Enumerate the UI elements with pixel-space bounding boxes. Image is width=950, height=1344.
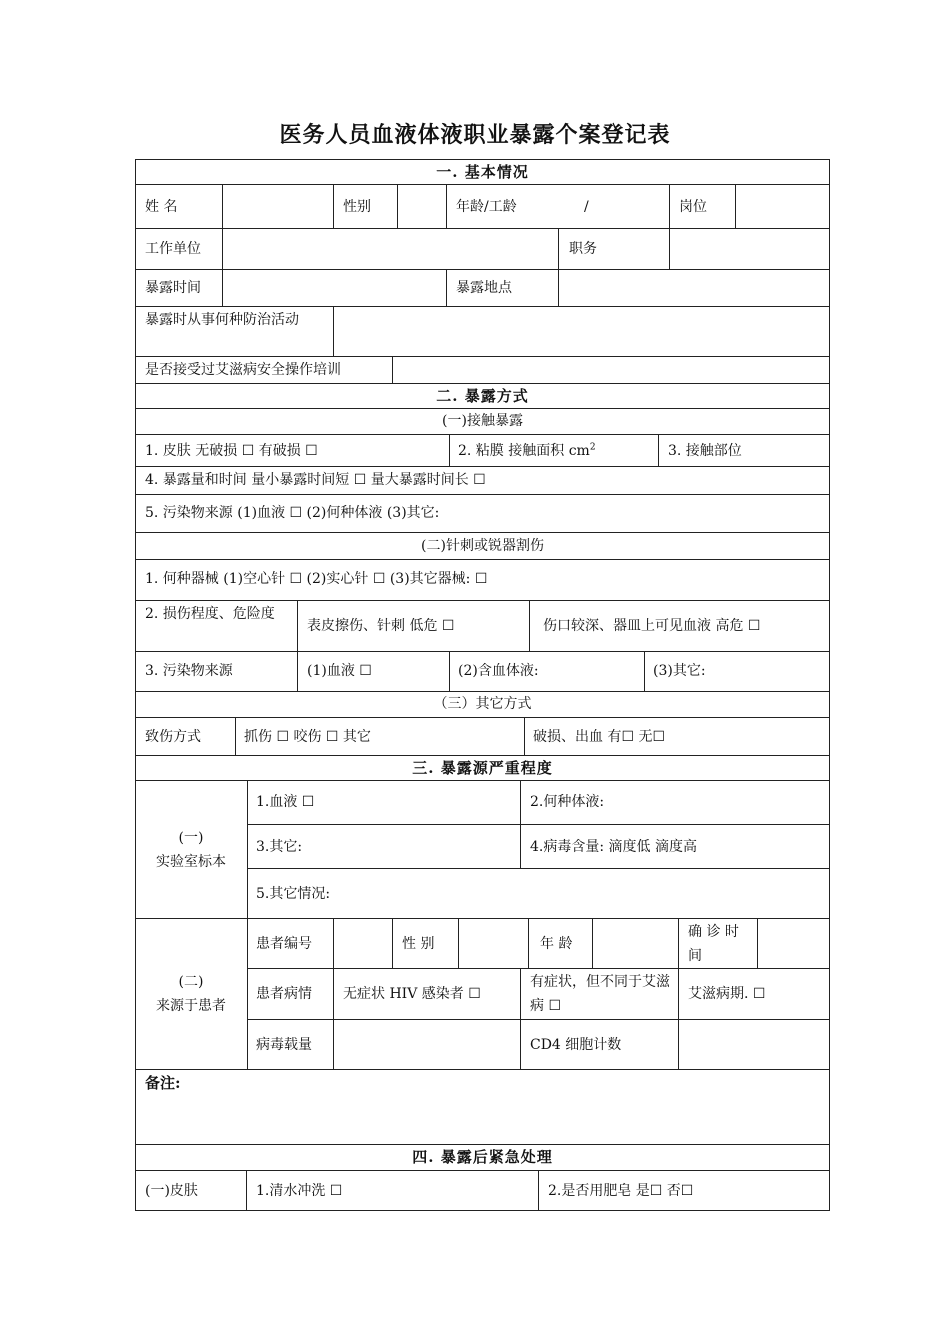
emergency-skin-label: (一)皮肤 bbox=[145, 1183, 198, 1199]
patient-viral-load-label: 病毒载量 bbox=[256, 1037, 312, 1053]
remarks-label: 备注: bbox=[145, 1074, 181, 1092]
unit-label: 工作单位 bbox=[145, 241, 201, 257]
injury-mode-label: 致伤方式 bbox=[145, 729, 201, 745]
contact-amount: 4. 暴露量和时间 量小暴露时间短 ☐ 量大暴露时间长 ☐ bbox=[145, 472, 486, 488]
emergency-water-wash: 1.清水冲洗 ☐ bbox=[256, 1183, 343, 1199]
lab-group-label: 实验室标本 bbox=[156, 854, 226, 870]
gender-label: 性别 bbox=[343, 199, 371, 215]
sharp-device: 1. 何种器械 (1)空心针 ☐ (2)实心针 ☐ (3)其它器械: ☐ bbox=[145, 571, 488, 587]
patient-age-label: 年 龄 bbox=[540, 936, 573, 952]
subsection-other-mode: （三）其它方式 bbox=[433, 696, 532, 712]
patient-gender-label: 性 别 bbox=[402, 936, 435, 952]
lab-group-number: (一) bbox=[178, 830, 204, 846]
exposure-time-label: 暴露时间 bbox=[145, 280, 201, 296]
sharp-source-label: 3. 污染物来源 bbox=[145, 663, 233, 679]
sharp-high-risk: 伤口较深、器皿上可见血液 高危 ☐ bbox=[543, 618, 761, 634]
post-label: 岗位 bbox=[679, 199, 707, 215]
lab-blood: 1.血液 ☐ bbox=[256, 794, 315, 810]
section-exposure-mode: 二. 暴露方式 bbox=[436, 387, 529, 405]
contact-site: 3. 接触部位 bbox=[668, 443, 742, 459]
injury-mode-options: 抓伤 ☐ 咬伤 ☐ 其它 bbox=[244, 729, 371, 745]
lab-other: 3.其它: bbox=[256, 839, 303, 855]
contact-mucosa: 2. 粘膜 接触面积 $cm^2$ bbox=[458, 442, 596, 459]
duty-label: 职务 bbox=[569, 241, 597, 257]
patient-condition-label: 患者病情 bbox=[256, 986, 312, 1002]
patient-asymptomatic: 无症状 HIV 感染者 ☐ bbox=[343, 986, 481, 1002]
patient-diagnosis-time-label: 确 诊 时 间 bbox=[688, 924, 739, 964]
sharp-source-fluid: (2)含血体液: bbox=[458, 663, 539, 679]
sharp-source-blood: (1)血液 ☐ bbox=[307, 663, 372, 679]
subsection-contact: (一)接触暴露 bbox=[442, 413, 523, 429]
emergency-soap: 2.是否用肥皂 是☐ 否☐ bbox=[548, 1183, 694, 1199]
lab-virus-titer: 4.病毒含量: 滴度低 滴度高 bbox=[530, 839, 697, 855]
patient-symptomatic: 有症状，但不同于艾滋病 ☐ bbox=[530, 974, 670, 1014]
section-basic-info: 一. 基本情况 bbox=[436, 163, 529, 181]
contact-source: 5. 污染物来源 (1)血液 ☐ (2)何种体液 (3)其它: bbox=[145, 505, 440, 521]
age-separator: / bbox=[584, 199, 589, 215]
age-label: 年龄/工龄 bbox=[456, 199, 517, 215]
patient-aids-stage: 艾滋病期. ☐ bbox=[688, 986, 766, 1002]
training-label: 是否接受过艾滋病安全操作培训 bbox=[145, 362, 341, 378]
sharp-degree-label: 2. 损伤程度、危险度 bbox=[145, 606, 275, 622]
patient-group-number: (二) bbox=[178, 974, 204, 990]
sharp-source-other: (3)其它: bbox=[653, 663, 706, 679]
lab-other-info: 5.其它情况: bbox=[256, 886, 331, 902]
lab-fluid: 2.何种体液: bbox=[530, 794, 605, 810]
contact-skin: 1. 皮肤 无破损 ☐ 有破损 ☐ bbox=[145, 443, 318, 459]
subsection-sharp: (二)针刺或锐器割伤 bbox=[421, 538, 544, 554]
patient-id-label: 患者编号 bbox=[256, 936, 312, 952]
sharp-low-risk: 表皮擦伤、针刺 低危 ☐ bbox=[307, 618, 455, 634]
section-emergency: 四. 暴露后紧急处理 bbox=[412, 1148, 553, 1166]
injury-bleeding: 破损、出血 有☐ 无☐ bbox=[533, 729, 666, 745]
exposure-place-label: 暴露地点 bbox=[456, 280, 512, 296]
form-title: 医务人员血液体液职业暴露个案登记表 bbox=[279, 122, 671, 148]
patient-cd4-label: CD4 细胞计数 bbox=[530, 1037, 622, 1053]
activity-label: 暴露时从事何种防治活动 bbox=[145, 312, 299, 328]
patient-group-label: 来源于患者 bbox=[156, 998, 226, 1014]
section-severity: 三. 暴露源严重程度 bbox=[412, 759, 553, 777]
name-label: 姓 名 bbox=[145, 199, 178, 215]
